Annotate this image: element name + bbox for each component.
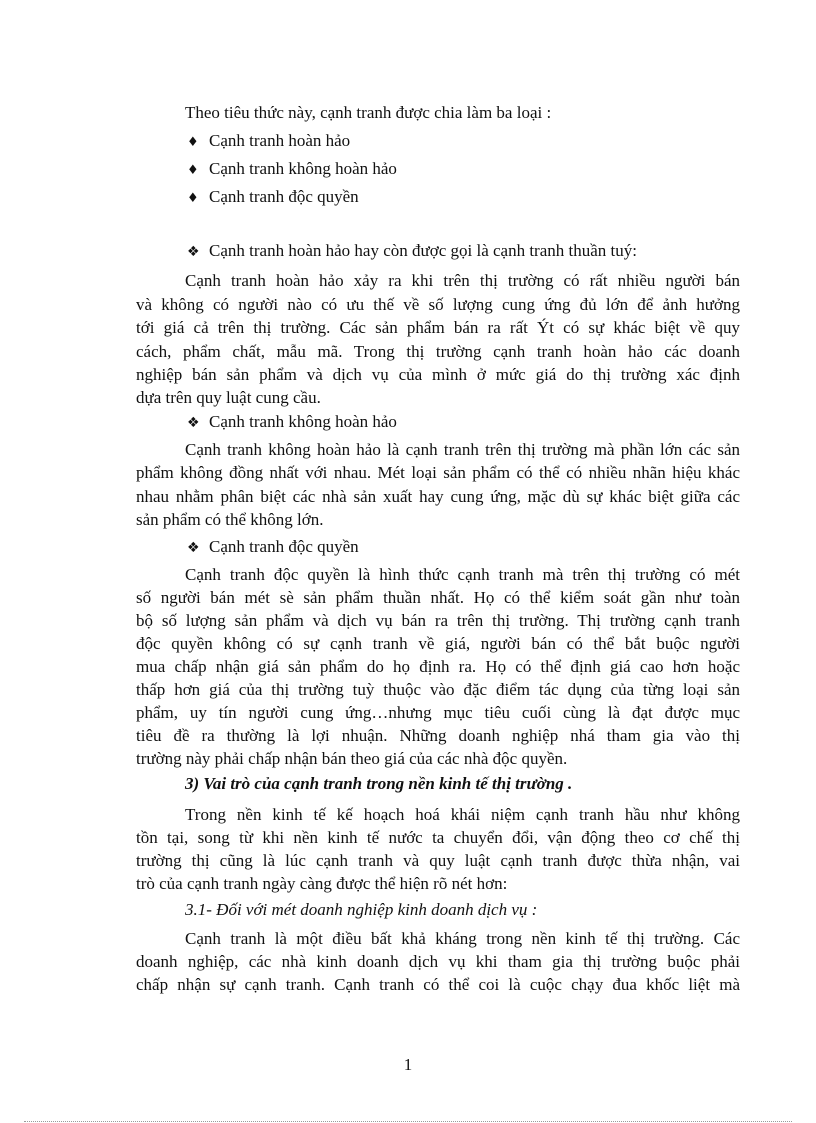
bullet-item: ♦ Cạnh tranh hoàn hảo	[187, 129, 350, 155]
paragraph-line: Cạnh tranh không hoàn hảo là cạnh tranh trên thị trường mà phần lớn các sản	[185, 440, 740, 459]
paragraph-line: Cạnh tranh là một điều bất khả kháng trong nền kinh tế thị trường. Các	[185, 929, 740, 948]
paragraph-line: độc quyền không có sự cạnh tranh về giá, người bán có thể bắt buộc người	[136, 634, 740, 653]
paragraph-line: sản phẩm có thể không lớn.	[136, 510, 324, 529]
bullet-item: ♦ Cạnh tranh không hoàn hảo	[187, 157, 397, 183]
four-diamond-bullet-icon: ❖	[187, 415, 200, 431]
diamond-bullet-icon: ♦	[187, 191, 199, 206]
paragraph-line: mua chấp nhận giá sản phẩm do họ định ra. Họ có thể định giá cao hơn hoặc	[136, 657, 740, 676]
section-title-perfect: ❖ Cạnh tranh hoàn hảo hay còn được gọi là cạnh tranh thuần tuý:	[187, 239, 637, 264]
paragraph-line: Trong nền kinh tế kế hoạch hoá khái niệm cạnh tranh hầu như không	[185, 805, 740, 824]
paragraph-line: thấp hơn giá của thị trường tuỳ thuộc vào đặc điểm tác dụng của từng loại sản	[136, 680, 740, 699]
diamond-bullet-icon: ♦	[187, 135, 199, 150]
paragraph-line: nhau nhằm phân biệt các nhà sản xuất hay cung ứng, mặc dù sự khác biệt giữa các	[136, 487, 740, 506]
page-number: 1	[403, 1055, 413, 1074]
paragraph-line: nghiệp bán sản phẩm và dịch vụ của mình ở mức giá do thị trường xác định	[136, 365, 740, 384]
intro-line: Theo tiêu thức này, cạnh tranh được chia làm ba loại :	[185, 103, 552, 122]
paragraph-line: chấp nhận sự cạnh tranh. Cạnh tranh có thể coi là cuộc chạy đua khốc liệt mà	[136, 975, 740, 994]
page-bottom-divider	[24, 1121, 792, 1122]
paragraph-line: tồn tại, song từ khi nền kinh tế nước ta chuyển đổi, vận động theo cơ chế thị	[136, 828, 740, 847]
section-heading-3: 3) Vai trò của cạnh tranh trong nền kinh tế thị trường .	[185, 774, 573, 793]
paragraph-line: và không có người nào có ưu thế về số lượng cung ứng đủ lớn để ảnh hưởng	[136, 295, 740, 314]
paragraph-line: Cạnh tranh hoàn hảo xảy ra khi trên thị trường có rất nhiều người bán	[185, 271, 740, 290]
paragraph-line: phẩm không đồng nhất với nhau. Mét loại sản phẩm có thể có nhiều nhãn hiệu khác	[136, 463, 740, 482]
section-title-imperfect: ❖ Cạnh tranh không hoàn hảo	[187, 410, 397, 435]
subsection-heading-3-1: 3.1- Đối với mét doanh nghiệp kinh doanh dịch vụ :	[185, 900, 538, 919]
paragraph-line: trò của cạnh tranh ngày càng được thể hiện rõ nét hơn:	[136, 874, 508, 893]
paragraph-line: trường thị cũng là lúc cạnh tranh và quy luật cạnh tranh được thừa nhận, vai	[136, 851, 740, 870]
paragraph-line: tới giá cả trên thị trường. Các sản phẩm bán ra rất Ýt có sự khác biệt về quy	[136, 318, 740, 337]
paragraph-line: tiêu đề ra thường là lợi nhuận. Những doanh nghiệp nhá tham gia vào thị	[136, 726, 740, 745]
paragraph-line: trường này phải chấp nhận bán theo giá của các nhà độc quyền.	[136, 749, 568, 768]
paragraph-line: Cạnh tranh độc quyền là hình thức cạnh tranh mà trên thị trường có mét	[185, 565, 740, 584]
diamond-bullet-icon: ♦	[187, 163, 199, 178]
paragraph-line: số người bán mét sè sản phẩm thuần nhất. Họ có thể kiểm soát gần như toàn	[136, 588, 740, 607]
paragraph-line: dựa trên quy luật cung cầu.	[136, 388, 321, 407]
bullet-item: ♦ Cạnh tranh độc quyền	[187, 185, 359, 211]
section-title-monopoly: ❖ Cạnh tranh độc quyền	[187, 535, 359, 560]
paragraph-line: doanh nghiệp, các nhà kinh doanh dịch vụ khi tham gia thị trường buộc phải	[136, 952, 740, 971]
paragraph-line: cách, phẩm chất, mẫu mã. Trong thị trường cạnh tranh hoàn hảo các doanh	[136, 342, 740, 361]
four-diamond-bullet-icon: ❖	[187, 244, 200, 260]
paragraph-line: phẩm, uy tín người cung ứng…nhưng mục tiêu cuối cùng là đạt được mục	[136, 703, 740, 722]
paragraph-line: bộ số lượng sản phẩm và dịch vụ bán ra trên thị trường. Thị trường cạnh tranh	[136, 611, 740, 630]
four-diamond-bullet-icon: ❖	[187, 540, 200, 556]
